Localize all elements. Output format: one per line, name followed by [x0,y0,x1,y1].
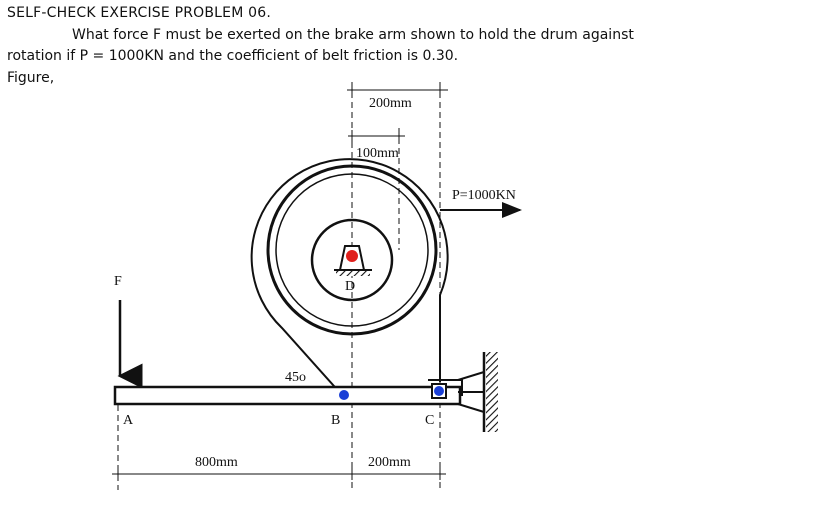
wall-hatching [486,352,498,432]
brake-arm [115,387,460,404]
dim-label-100mm: 100mm [356,146,399,161]
angle-label: 45o [285,370,306,385]
pivot-dot [346,250,358,262]
support-link-upper [458,372,484,380]
question-line-2: rotation if P = 1000KN and the coefficient of belt friction is 0.30. [7,48,459,64]
dim-label-800mm: 800mm [195,455,238,470]
support-link-lower [458,404,484,412]
question-line-1: What force F must be exerted on the brake arm shown to hold the drum against [72,27,634,43]
pin-dot-b [339,390,349,400]
pin-dot-c [434,386,444,396]
pivot-label-d: D [345,279,356,294]
load-label-p: P=1000KN [452,188,516,203]
force-label-f: F [114,274,122,289]
point-label-a: A [123,413,134,428]
pivot-support-d [334,246,372,276]
dimension-100mm [348,130,405,142]
dim-label-200mm-top: 200mm [369,96,412,111]
problem-title: SELF-CHECK EXERCISE PROBLEM 06. [7,5,272,21]
dim-label-200mm-bottom: 200mm [368,455,411,470]
dimension-guides [118,82,440,490]
point-label-c: C [425,413,435,428]
dimension-200mm-top [347,84,448,96]
point-label-b: B [331,413,341,428]
figure-caption: Figure, [7,70,55,86]
